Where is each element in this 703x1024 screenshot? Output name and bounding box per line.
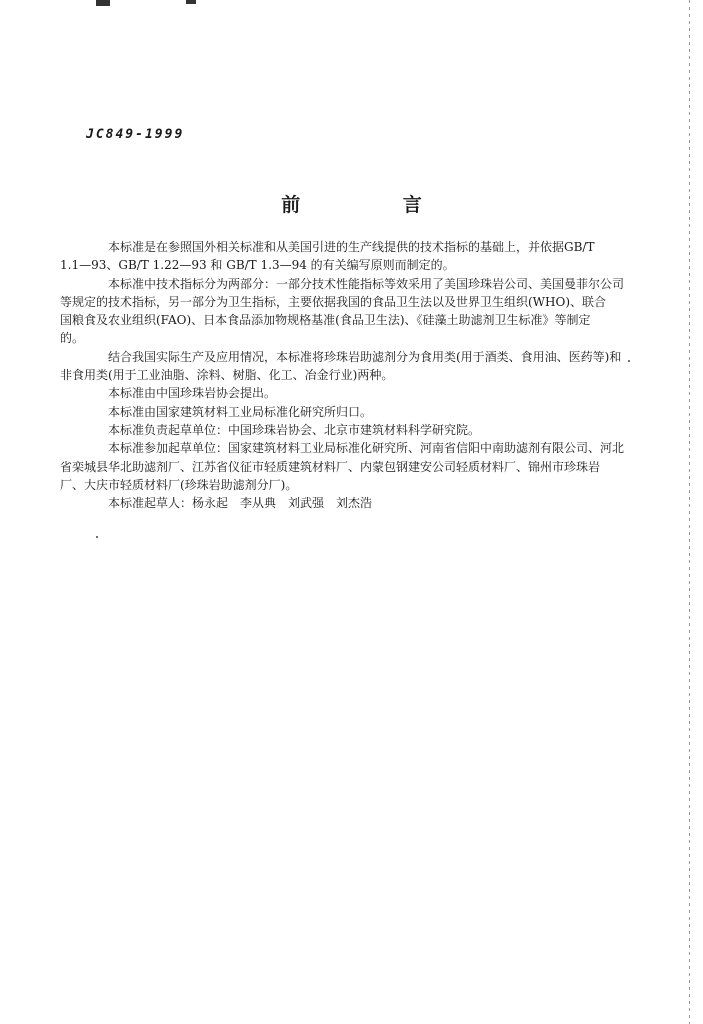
text-line: 本标准起草人：杨永起 李从典 刘武强 刘杰浩 [108,496,373,511]
text-line: 本标准由中国珍珠岩协会提出。 [108,386,277,401]
text-line: 非食用类(用于工业油脂、涂料、树脂、化工、冶金行业)两种。 [60,368,394,383]
paragraph [84,421,640,439]
text-line: 的。 [60,331,85,346]
scan-artifact-mark [186,0,196,4]
text-line: 1.1—93、GB/T 1.22—93 和 GB/T 1.3—94 的有关编写原则而制定的。 [60,258,455,273]
scan-speck [96,536,98,538]
paragraph [84,384,640,402]
text-line: 厂、大庆市轻质材料厂(珍珠岩助滤剂分厂)。 [60,477,298,492]
paragraph [84,494,640,512]
text-line: 本标准是在参照国外相关标准和从美国引进的生产线提供的技术指标的基础上，并依据GB/T [108,240,595,254]
paragraph [60,439,640,494]
text-line: 国粮食及农业组织(FAO)、日本食品添加物规格基准(食品卫生法)、《硅藻土助滤剂卫生标准》等制定 [60,313,591,328]
foreword-body [60,238,640,512]
scan-artifact-mark [96,0,110,6]
page-title: 前 言 [281,194,470,216]
text-line: 结合我国实际生产及应用情况，本标准将珍珠岩助滤剂分为食用类(用于酒类、食用油、医药等)和 [108,349,622,364]
text-line: 本标准参加起草单位：国家建筑材料工业局标准化研究所、河南省信阳中南助滤剂有限公司、河北 [108,441,625,456]
paragraph [60,275,640,348]
scan-edge-line [689,0,690,1024]
paragraph [60,238,640,275]
paragraph [84,403,640,421]
text-line: 省栾城县华北助滤剂厂、江苏省仪征市轻质建筑材料厂、内蒙包钢建安公司轻质材料厂、锦州市珍珠岩 [60,459,601,474]
text-line: 等规定的技术指标，另一部分为卫生指标，主要依据我国的食品卫生法以及世界卫生组织(WHO)、联合 [60,294,607,309]
text-line: 本标准负责起草单位：中国珍珠岩协会、北京市建筑材料科学研究院。 [108,422,481,437]
text-line: 本标准由国家建筑材料工业局标准化研究所归口。 [108,404,373,419]
text-line: 本标准中技术指标分为两部分：一部分技术性能指标等效采用了美国珍珠岩公司、美国曼菲尔公司 [108,276,625,291]
standard-code: JC849-1999 [86,127,185,142]
paragraph [60,348,640,385]
